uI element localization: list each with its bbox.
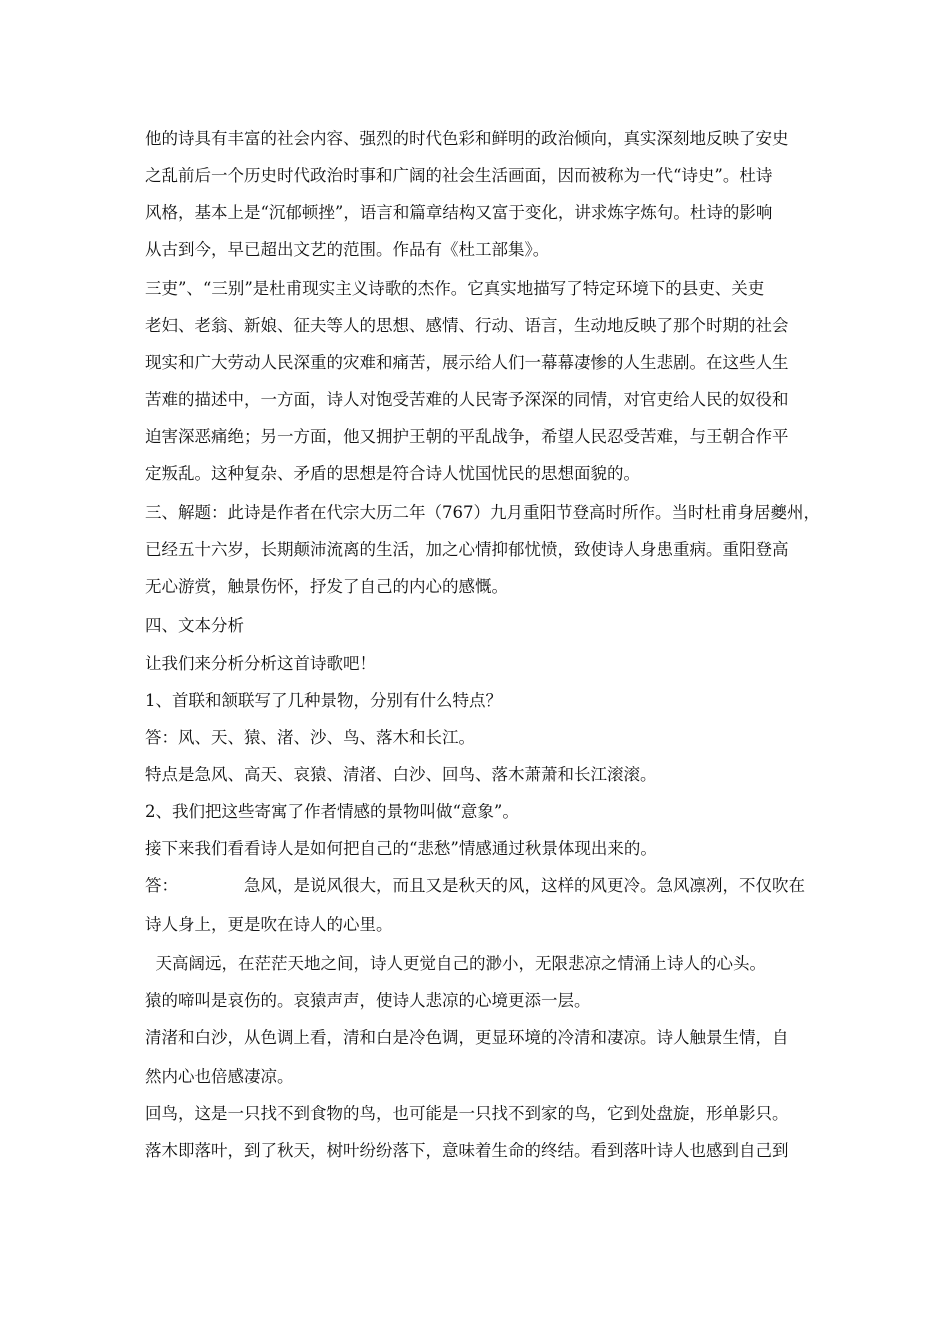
- paragraph-line: 现实和广大劳动人民深重的灾难和痛苦，展示给人们一幕幕凄惨的人生悲剧。在这些人生: [145, 353, 789, 372]
- answer-text: 急风，是说风很大，而且又是秋天的风，这样的风更冷。急风凛冽，不仅吹在: [244, 876, 805, 895]
- paragraph-line: 回鸟，这是一只找不到食物的鸟，也可能是一只找不到家的鸟，它到处盘旋，形单影只。: [145, 1104, 789, 1123]
- paragraph-line: 风格，基本上是“沉郁顿挫”，语言和篇章结构又富于变化，讲求炼字炼句。杜诗的影响: [145, 203, 773, 222]
- paragraph-line: 三吏”、“三别”是杜甫现实主义诗歌的杰作。它真实地描写了特定环境下的县吏、关吏: [145, 279, 765, 298]
- question-line: 2、我们把这些寄寓了作者情感的景物叫做“意象”。: [145, 802, 519, 821]
- paragraph-line: 已经五十六岁，长期颠沛流离的生活，加之心情抑郁忧愤，致使诗人身患重病。重阳登高: [145, 540, 789, 559]
- paragraph-line: 迫害深恶痛绝；另一方面，他又拥护王朝的平乱战争，希望人民忍受苦难，与王朝合作平: [145, 427, 789, 446]
- section-heading: 四、文本分析: [145, 616, 244, 635]
- paragraph-line: 老妇、老翁、新娘、征夫等人的思想、感情、行动、语言，生动地反映了那个时期的社会: [145, 316, 789, 335]
- paragraph-line: 猿的啼叫是哀伤的。哀猿声声，使诗人悲凉的心境更添一层。: [145, 991, 591, 1010]
- question-line: 1、首联和颔联写了几种景物，分别有什么特点？: [145, 691, 502, 710]
- paragraph-line: 三、解题：此诗是作者在代宗大历二年（767）九月重阳节登高时所作。当时杜甫身居夔州，: [145, 503, 820, 522]
- paragraph-line: 他的诗具有丰富的社会内容、强烈的时代色彩和鲜明的政治倾向，真实深刻地反映了安史: [145, 129, 789, 148]
- paragraph-line: 接下来我们看看诗人是如何把自己的“悲愁”情感通过秋景体现出来的。: [145, 839, 657, 858]
- paragraph-line: 苦难的描述中，一方面，诗人对饱受苦难的人民寄予深深的同情，对官吏给人民的奴役和: [145, 390, 789, 409]
- paragraph-line: 让我们来分析分析这首诗歌吧！: [145, 654, 376, 673]
- answer-line: 答：风、天、猿、渚、沙、鸟、落木和长江。: [145, 728, 475, 747]
- paragraph-line: 清渚和白沙，从色调上看，清和白是冷色调，更显环境的冷清和凄凉。诗人触景生情，自: [145, 1028, 789, 1047]
- paragraph-line: 之乱前后一个历史时代政治时事和广阔的社会生活画面，因而被称为一代“诗史”。杜诗: [145, 166, 773, 185]
- answer-line: [145, 875, 815, 897]
- paragraph-line: 从古到今，早已超出文艺的范围。作品有《杜工部集》。: [145, 240, 550, 259]
- paragraph-line: 特点是急风、高天、哀猿、清渚、白沙、回鸟、落木萧萧和长江滚滚。: [145, 765, 657, 784]
- paragraph-line: 天高阔远，在茫茫天地之间，诗人更觉自己的渺小，无限悲凉之情涌上诗人的心头。: [145, 954, 766, 973]
- paragraph-line: 定叛乱。这种复杂、矛盾的思想是符合诗人忧国忧民的思想面貌的。: [145, 464, 640, 483]
- paragraph-line: 然内心也倍感凄凉。: [145, 1067, 294, 1086]
- paragraph-line: 落木即落叶，到了秋天，树叶纷纷落下，意味着生命的终结。看到落叶诗人也感到自己到: [145, 1141, 789, 1160]
- paragraph-line: 诗人身上，更是吹在诗人的心里。: [145, 915, 393, 934]
- paragraph-line: 无心游赏，触景伤怀，抒发了自己的内心的感慨。: [145, 577, 508, 596]
- answer-prefix: 答：: [145, 876, 178, 895]
